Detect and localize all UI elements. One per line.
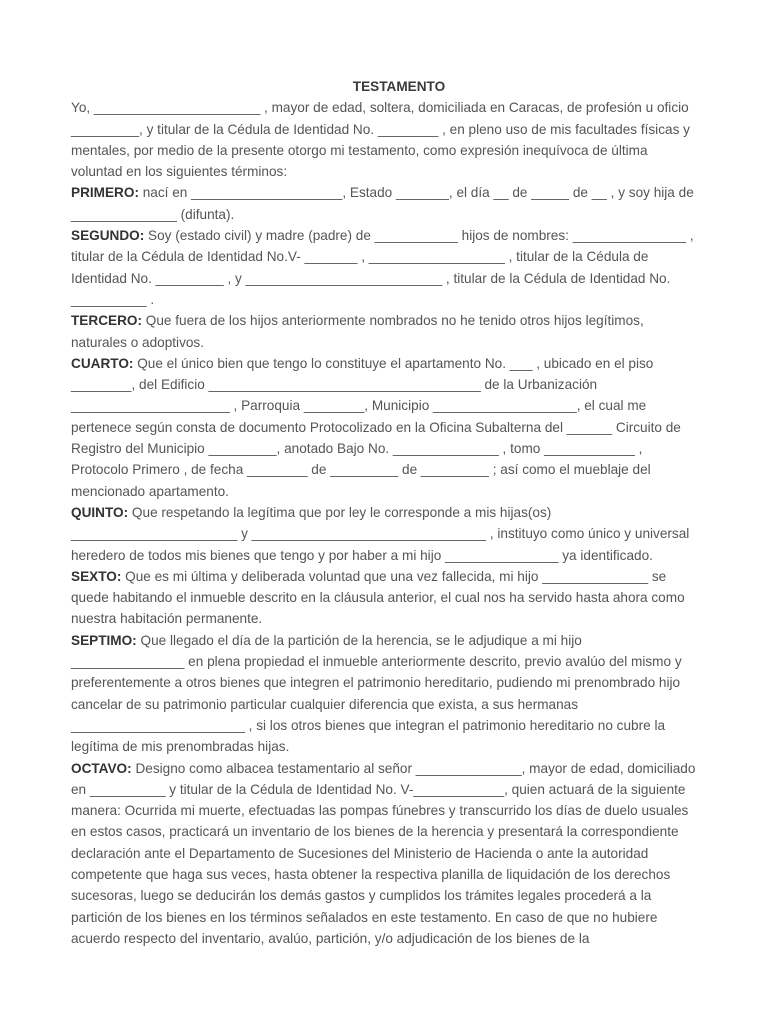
clause-text: Que es mi última y deliberada voluntad que una vez fallecida, mi hijo ______________ se quede habitando el inmueble descrito en la cláusula anterior, el cual nos ha servido hasta ahora como nuestra habitación permanente. — [71, 568, 685, 627]
clause-text: Que el único bien que tengo lo constituye el apartamento No. ___ , ubicado en el piso ________, del Edificio ____________________________________ de la Urbanización _____________________ , Parroquia ________, Municipio ___________________, el cual me pertenece según consta de documento Protocolizado en la Oficina Subalterna del ______ Circuito de Registro del Municipio _________, anotado Bajo No. ______________ , tomo ____________ , Protocolo Primero , de fecha ________ de _________ de _________ ; así como el mueblaje del mencionado apartamento. — [71, 355, 681, 499]
clause-label: SEXTO: — [71, 568, 122, 584]
document-title: TESTAMENTO — [352, 79, 446, 94]
clause-segundo — [71, 225, 697, 310]
clause-tercero — [71, 310, 697, 353]
document-page — [71, 76, 697, 949]
clause-cuarto — [71, 353, 697, 502]
clause-label: CUARTO: — [71, 355, 134, 371]
clause-primero — [71, 182, 697, 225]
clause-octavo — [71, 758, 697, 950]
clause-label: PRIMERO: — [71, 185, 139, 201]
clause-label: SEPTIMO: — [71, 632, 137, 648]
clause-text: nací en ____________________, Estado _______, el día __ de _____ de __ , y soy hija de ______________ (difunta). — [71, 185, 694, 222]
clause-label: OCTAVO: — [71, 760, 132, 776]
clause-text: Que fuera de los hijos anteriormente nombrados no he tenido otros hijos legítimos, naturales o adoptivos. — [71, 313, 644, 350]
clause-text: Soy (estado civil) y madre (padre) de ___________ hijos de nombres: _______________ , titular de la Cédula de Identidad No.V- _______ , __________________ , titular de la Cédula de Identidad No. _________ , y __________________________ , titular de la Cédula de Identidad No. __________ . — [71, 228, 694, 307]
clause-text: Que llegado el día de la partición de la herencia, se le adjudique a mi hijo _______________ en plena propiedad el inmueble anteriormente descrito, previo avalúo del mismo y preferentemente a otros bienes que integren el patrimonio hereditario, pudiendo mi prenombrado hijo cancelar de su patrimonio particular cualquier diferencia que exista, a sus hermanas _______________________ , si los otros bienes que integran el patrimonio hereditario no cubre la legítima de mis prenombradas hijas. — [71, 632, 682, 755]
clause-sexto — [71, 566, 697, 630]
clause-quinto — [71, 502, 697, 566]
clause-label: QUINTO: — [71, 504, 129, 520]
clause-label: TERCERO: — [71, 313, 142, 329]
clause-text: Designo como albacea testamentario al señor ______________, mayor de edad, domiciliado en __________ y titular de la Cédula de Identidad No. V-____________, quien actuará de la siguiente manera: Ocurrida mi muerte, efectuadas las pompas fúnebres y transcurrido los días de duelo usuales en estos casos, practicará un inventario de los bienes de la herencia y presentará la correspondiente declaración ante el Departamento de Sucesiones del Ministerio de Hacienda o ante la autoridad competente que haga sus veces, hasta obtener la respectiva planilla de liquidación de los derechos sucesoras, luego se deducirán los demás gastos y cumplidos los trámites legales procederá a la partición de los bienes en los términos señalados en este testamento. En caso de que no hubiere acuerdo respecto del inventario, avalúo, partición, y/o adjudicación de los bienes de la — [71, 760, 696, 946]
clause-septimo — [71, 630, 697, 758]
clause-label: SEGUNDO: — [71, 228, 145, 244]
clause-text: Que respetando la legítima que por ley le corresponde a mis hijas(os) ______________________ y _______________________________ , instituyo como único y universal heredero de todos mis bienes que tengo y por haber a mi hijo _______________ ya identificado. — [71, 504, 690, 563]
intro-paragraph: Yo, ______________________ , mayor de edad, soltera, domiciliada en Caracas, de profesión u oficio _________, y titular de la Cédula de Identidad No. ________ , en pleno uso de mis facultades físicas y mentales, por medio de la presente otorgo mi testamento, como expresión inequívoca de última voluntad en los siguientes términos: — [71, 100, 690, 180]
